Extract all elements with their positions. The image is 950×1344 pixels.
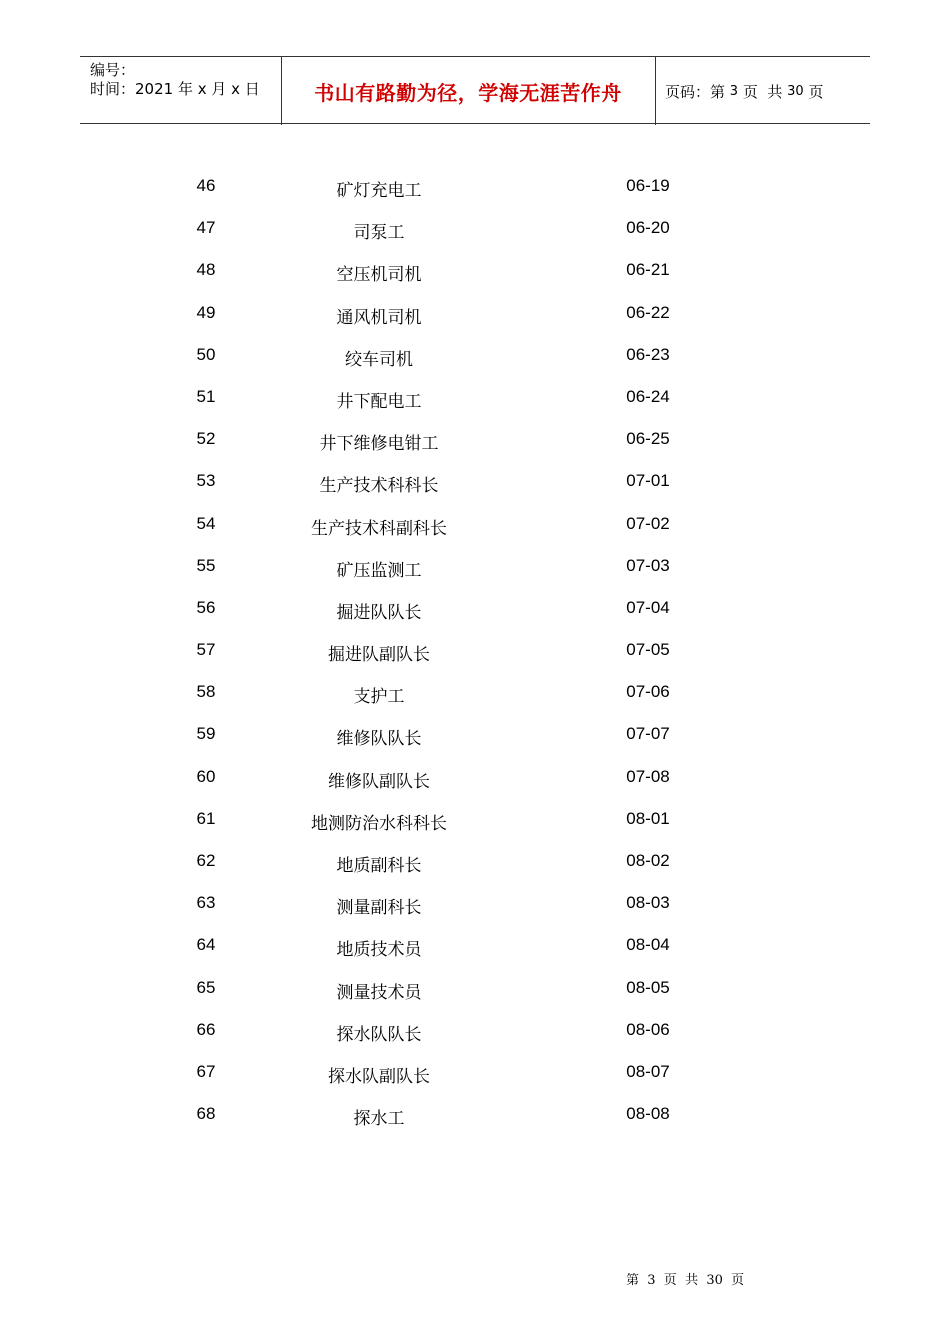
item-number: 48 xyxy=(196,260,216,280)
item-position-name: 测量技术员 xyxy=(336,982,422,1003)
item-position-name: 司泵工 xyxy=(353,223,405,244)
position-list xyxy=(0,176,950,1146)
page-mid: 页 共 xyxy=(738,82,788,101)
list-item xyxy=(0,471,950,513)
item-position-name: 测量副科长 xyxy=(336,898,422,919)
item-position-name: 探水队队长 xyxy=(336,1024,422,1045)
page-current: 3 xyxy=(729,83,739,99)
list-item xyxy=(0,640,950,682)
item-position-name: 井下配电工 xyxy=(336,391,422,412)
item-position-name: 地质副科长 xyxy=(336,856,422,876)
item-code: 08-03 xyxy=(626,893,670,913)
item-code: 06-20 xyxy=(626,218,670,238)
list-item xyxy=(0,1104,950,1146)
item-position-name: 空压机司机 xyxy=(336,265,422,286)
item-position-name: 生产技术科科长 xyxy=(319,476,439,497)
page-prefix: 页码：第 xyxy=(665,82,730,101)
list-item xyxy=(0,1062,950,1104)
item-code: 07-07 xyxy=(626,724,670,744)
item-code: 07-01 xyxy=(626,471,670,491)
item-code: 08-06 xyxy=(626,1019,670,1039)
item-code: 07-04 xyxy=(626,597,670,617)
item-code: 08-01 xyxy=(626,808,670,828)
list-item xyxy=(0,809,950,851)
item-number: 50 xyxy=(196,344,216,364)
item-position-name: 维修队队长 xyxy=(336,729,422,750)
item-number: 62 xyxy=(196,851,216,870)
item-code: 06-25 xyxy=(626,429,670,449)
item-code: 08-07 xyxy=(626,1061,670,1081)
header-meta xyxy=(90,61,260,99)
item-number: 66 xyxy=(196,1019,216,1039)
item-position-name: 井下维修电钳工 xyxy=(319,434,439,455)
header-motto: 书山有路勤为径，学海无涯苦作舟 xyxy=(314,80,622,105)
item-position-name: 探水队副队长 xyxy=(328,1066,430,1087)
item-number: 67 xyxy=(196,1061,216,1081)
item-position-name: 绞车司机 xyxy=(345,349,413,370)
list-item xyxy=(0,724,950,766)
item-number: 65 xyxy=(196,977,216,997)
list-item xyxy=(0,345,950,387)
item-number: 64 xyxy=(196,935,216,955)
item-number: 57 xyxy=(196,640,216,660)
header-divider-right xyxy=(655,57,656,125)
list-item xyxy=(0,303,950,345)
item-number: 49 xyxy=(196,302,216,322)
item-position-name: 地质技术员 xyxy=(336,940,422,961)
item-code: 08-05 xyxy=(626,977,670,997)
item-number: 59 xyxy=(196,724,216,744)
item-number: 68 xyxy=(196,1104,216,1124)
page-footer: 第 3 页 共 30 页 xyxy=(626,1273,745,1288)
item-code: 06-22 xyxy=(626,302,670,322)
item-number: 46 xyxy=(196,176,216,195)
item-code: 07-02 xyxy=(626,513,670,533)
item-number: 56 xyxy=(196,597,216,617)
list-item xyxy=(0,851,950,893)
item-code: 06-24 xyxy=(626,386,670,406)
item-number: 51 xyxy=(196,386,216,406)
item-code: 08-02 xyxy=(626,851,670,870)
item-code: 06-21 xyxy=(626,260,670,280)
list-item xyxy=(0,514,950,556)
list-item xyxy=(0,387,950,429)
page-header xyxy=(80,56,870,124)
item-code: 07-05 xyxy=(626,640,670,660)
document-time-label: 时间：2021 年 x 月 x 日 xyxy=(90,80,260,98)
page-suffix: 页 xyxy=(803,82,824,101)
list-item xyxy=(0,598,950,640)
item-position-name: 矿压监测工 xyxy=(336,560,422,581)
document-number-label: 编号： xyxy=(90,61,136,79)
item-position-name: 生产技术科副科长 xyxy=(311,518,447,539)
list-item xyxy=(0,429,950,471)
item-position-name: 地测防治水科科长 xyxy=(311,813,447,834)
item-number: 63 xyxy=(196,893,216,913)
item-position-name: 矿灯充电工 xyxy=(336,181,422,201)
list-item xyxy=(0,218,950,260)
list-item xyxy=(0,935,950,977)
item-number: 52 xyxy=(196,429,216,449)
item-code: 07-08 xyxy=(626,766,670,786)
item-code: 07-06 xyxy=(626,682,670,702)
item-position-name: 通风机司机 xyxy=(336,307,422,328)
item-position-name: 掘进队副队长 xyxy=(328,645,430,666)
list-item xyxy=(0,978,950,1020)
list-item xyxy=(0,682,950,724)
item-position-name: 支护工 xyxy=(353,687,405,708)
item-number: 60 xyxy=(196,766,216,786)
item-number: 61 xyxy=(196,808,216,828)
item-position-name: 维修队副队长 xyxy=(328,771,430,792)
item-number: 55 xyxy=(196,555,216,575)
item-code: 07-03 xyxy=(626,555,670,575)
item-code: 08-04 xyxy=(626,935,670,955)
item-position-name: 掘进队队长 xyxy=(336,602,422,623)
item-number: 47 xyxy=(196,218,216,238)
list-item xyxy=(0,893,950,935)
item-code: 08-08 xyxy=(626,1104,670,1124)
item-number: 54 xyxy=(196,513,216,533)
list-item xyxy=(0,1020,950,1062)
item-code: 06-19 xyxy=(626,176,670,195)
item-position-name: 探水工 xyxy=(353,1109,405,1130)
header-page-indicator xyxy=(665,57,823,125)
item-code: 06-23 xyxy=(626,344,670,364)
item-number: 58 xyxy=(196,682,216,702)
list-item xyxy=(0,260,950,302)
page-total: 30 xyxy=(787,83,804,99)
item-number: 53 xyxy=(196,471,216,491)
list-item xyxy=(0,767,950,809)
list-item xyxy=(0,176,950,218)
list-item xyxy=(0,556,950,598)
